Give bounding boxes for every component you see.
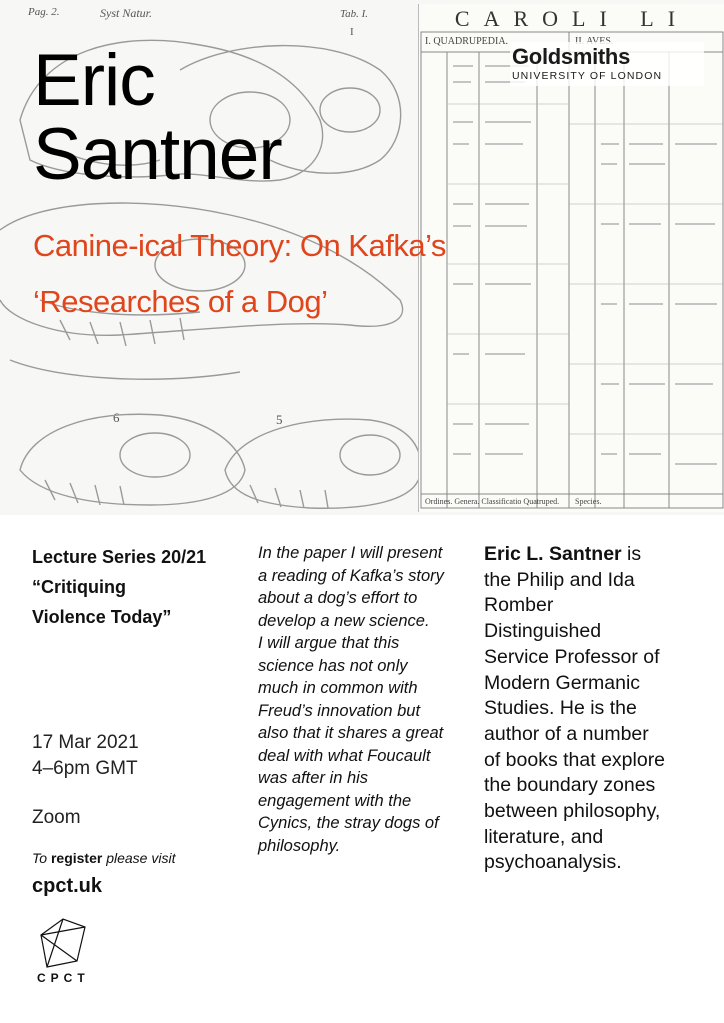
event-time: 4–6pm GMT xyxy=(32,758,138,779)
event-datetime xyxy=(32,730,139,782)
bio-line: psychoanalysis. xyxy=(484,851,622,874)
bio-line: between philosophy, xyxy=(484,800,661,823)
plate-roman-label: I xyxy=(350,26,354,38)
plate-system-label: Syst Natur. xyxy=(100,6,153,20)
bio-line: Service Professor of xyxy=(484,645,660,668)
series-line-2: “Critiquing xyxy=(32,577,126,597)
series-line-3: Violence Today” xyxy=(32,607,172,627)
talk-title-line-2: ‘Researches of a Dog’ xyxy=(33,284,328,319)
talk-title-line-1: Canine-ical Theory: On Kafka’s xyxy=(33,228,446,263)
abstract-line: philosophy. xyxy=(258,836,341,855)
speaker-first-name: Eric xyxy=(33,40,155,121)
cpct-logo-mark xyxy=(33,915,93,978)
abstract-line: much in common with xyxy=(258,679,418,697)
abstract-line: deal with what Foucault xyxy=(258,746,431,765)
bio-line: is xyxy=(621,543,642,565)
abstract-line: about a dog’s effort to xyxy=(258,589,418,607)
register-suffix: please visit xyxy=(106,850,176,866)
sheet-column-quadrupedia: I. QUADRUPEDIA. xyxy=(425,36,509,47)
plate-table-label: Tab. I. xyxy=(340,8,369,20)
abstract-line: I will argue that this xyxy=(258,634,400,652)
figure-5-label: 5 xyxy=(276,412,283,427)
speaker-name xyxy=(33,40,282,195)
website-link[interactable]: cpct.uk xyxy=(32,875,103,897)
abstract xyxy=(258,542,472,857)
abstract-line: science has not only xyxy=(258,656,408,675)
goldsmiths-logo xyxy=(510,42,704,86)
abstract-line: engagement with the xyxy=(258,791,412,810)
sheet-title: CAROLI LI xyxy=(454,6,690,31)
figure-6-label: 6 xyxy=(113,410,120,425)
cpct-logo-icon xyxy=(33,915,93,973)
register-note xyxy=(32,850,175,866)
cpct-logo-text: CPCT xyxy=(37,971,90,985)
bio-line: the boundary zones xyxy=(484,774,656,797)
event-info xyxy=(32,542,252,632)
sheet-footer-left: Ordines. Genera. Classificatio Quatruped. xyxy=(425,497,560,506)
bio-line: of books that explore xyxy=(484,748,666,771)
event-location: Zoom xyxy=(32,807,81,828)
lecture-series xyxy=(32,542,252,632)
speaker-last-name: Santner xyxy=(33,114,282,195)
abstract-line: was after in his xyxy=(258,769,369,787)
bio-text xyxy=(484,542,716,876)
institution-subtitle: UNIVERSITY OF LONDON xyxy=(512,70,663,82)
bio-line: Romber xyxy=(484,594,554,617)
bio-line: Distinguished xyxy=(484,620,602,643)
abstract-text xyxy=(258,542,472,857)
bio-line: Studies. He is the xyxy=(484,697,637,720)
abstract-line: In the paper I will present xyxy=(258,544,443,562)
register-prefix: To xyxy=(32,850,48,866)
bio-name: Eric L. Santner xyxy=(484,543,622,565)
register-word: register xyxy=(50,850,103,866)
bio-line: author of a number xyxy=(484,722,649,745)
plate-page-label: Pag. 2. xyxy=(28,6,60,18)
abstract-line: also that it shares a great xyxy=(258,724,444,742)
abstract-line: a reading of Kafka’s story xyxy=(258,566,444,585)
institution-name: Goldsmiths xyxy=(512,44,631,69)
bio-line: Modern Germanic xyxy=(484,671,641,694)
bio-line: literature, and xyxy=(484,825,604,848)
series-line-1: Lecture Series 20/21 xyxy=(32,547,207,567)
event-date: 17 Mar 2021 xyxy=(32,732,139,753)
talk-title xyxy=(33,218,446,330)
sheet-footer-right: Species. xyxy=(575,497,602,506)
abstract-line: Freud’s innovation but xyxy=(258,701,421,720)
abstract-line: Cynics, the stray dogs of xyxy=(258,814,439,832)
speaker-bio xyxy=(484,542,716,876)
bio-line: the Philip and Ida xyxy=(484,568,635,591)
abstract-line: develop a new science. xyxy=(258,611,430,630)
